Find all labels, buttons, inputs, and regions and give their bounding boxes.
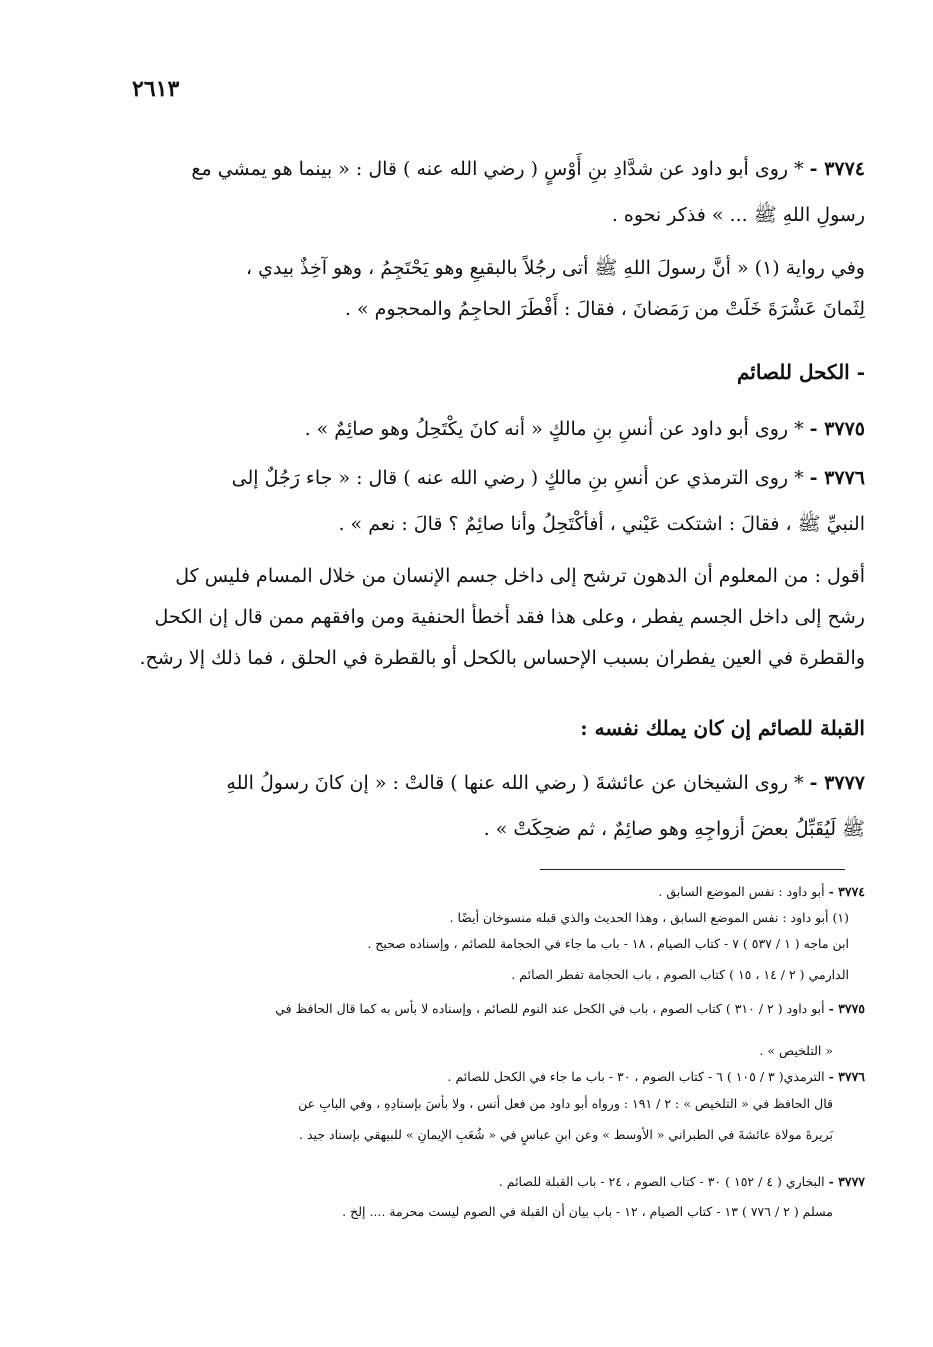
- footnote-darimi: الدارمي ( ٢ / ١٤ ، ١٥ ) كتاب الصوم ، باب الحجامة تفطر الصائم .: [511, 967, 849, 982]
- hadith-number: ٣٧٧٦ -: [809, 467, 865, 489]
- section-heading-kohl: - الكحل للصائم: [736, 360, 865, 384]
- page-number: ٢٦١٣: [132, 76, 180, 102]
- section-heading-kiss: القبلة للصائم إن كان يملك نفسه :: [580, 716, 865, 740]
- hadith-3775: [305, 418, 865, 440]
- hadith-3777-line-2: [484, 817, 865, 845]
- commentary-line-2: [155, 606, 866, 628]
- hadith-text: * روى أبو داود عن شدَّادِ بنِ أَوْسٍ ( رضي الله عنه ) قال : « بينما هو يمشي مع: [191, 158, 810, 180]
- hadith-text: النبيِّ ﷺ ، فقالَ : اشتكت عَيْني ، أفأكْتَحِلُ وأنا صائِمٌ ؟ قالَ : نعم » .: [338, 513, 865, 535]
- footnote-3775-line-1: ٣٧٧٥ - أبو داود ( ٢ / ٣١٠ ) كتاب الصوم ، باب في الكحل عند النوم للصائم ، وإسناده لا بأس به كما قال الحافظ في: [275, 1001, 865, 1016]
- hadith-text: لِثَمانَ عَشْرَةَ خَلَتْ من رَمَضانَ ، فقالَ : أَفْطَرَ الحاجِمُ والمحجوم » .: [344, 298, 865, 320]
- riwaya-line-1: [246, 256, 865, 284]
- footnote-3776-line-2: قال الحافظ في « التلخيص » : ٢ / ١٩١ : ورواه أبو داود من فعل أنس ، ولا بأسَ بإسنادِهِ ، وفي البابِ عن: [298, 1096, 833, 1111]
- hadith-number: ٣٧٧٤ -: [809, 158, 865, 180]
- hadith-3777-line-1: [226, 772, 865, 794]
- footnote-3776-line-1: ٣٧٧٦ - الترمذي( ٣ / ١٠٥ ) ٦ - كتاب الصوم ، ٣٠ - باب ما جاء في الكحل للصائم .: [447, 1069, 865, 1084]
- hadith-3776-line-2: [338, 512, 865, 540]
- commentary-text: أقول : من المعلوم أن الدهون ترشح إلى داخل جسم الإنسان من خلال المسام فليس كل: [175, 565, 865, 587]
- hadith-3774-line-1: [191, 158, 865, 180]
- footnote-3775-line-2: « التلخيص » .: [759, 1043, 833, 1058]
- hadith-text: * روى الترمذي عن أنسِ بنِ مالكٍ ( رضي الله عنه ) قال : « جاء رَجُلٌ إلى: [231, 467, 810, 489]
- footnote-1: (١) أبو داود : نفس الموضع السابق ، وهذا الحديث والذي قبله منسوخان أيضًا .: [449, 910, 849, 925]
- hadith-number: ٣٧٧٥ -: [809, 418, 865, 440]
- hadith-text: رسولِ اللهِ ﷺ ... » فذكر نحوه .: [611, 204, 865, 226]
- riwaya-line-2: [345, 298, 865, 320]
- commentary-text: رشح إلى داخل الجسم يفطر ، وعلى هذا فقد أخطأ الحنفية ومن وافقهم ممن قال إن الكحل: [154, 606, 865, 628]
- commentary-line-3: [139, 647, 865, 669]
- hadith-3774-line-2: [612, 203, 865, 231]
- footnote-3777-line-2: مسلم ( ٢ / ٧٧٦ ) ١٣ - كتاب الصيام ، ١٢ - باب بيان أن القبلة في الصوم ليست محرمة .... إلخ .: [342, 1204, 833, 1219]
- hadith-text: وفي رواية (١) « أنَّ رسولَ اللهِ ﷺ أتى رجُلاً بالبقيعِ وهو يَحْتَجِمُ ، وهو آخِذٌ بيدي ،: [245, 257, 865, 279]
- footnote-3776-line-3: بَريرةَ مولاة عائشةَ في الطبراني « الأوسط » وعن ابنِ عباسٍ في « شُعَبِ الإيمانِ » للبيهقي بإسناد جيد .: [299, 1127, 833, 1142]
- hadith-text: ﷺ لَيُقَبِّلُ بعضَ أزواجِهِ وهو صائِمٌ ، ثم ضحِكَتْ » .: [483, 818, 865, 840]
- commentary-text: والقطرة في العين يفطران بسبب الإحساس بالكحل أو بالقطرة في الحلق ، فما ذلك إلا رشح.: [139, 647, 865, 669]
- hadith-text: * روى أبو داود عن أنسِ بنِ مالكٍ « أنه كانَ يكْتَحِلُ وهو صائِمٌ » .: [304, 418, 810, 440]
- footnote-3777-line-1: ٣٧٧٧ - البخاري ( ٤ / ١٥٢ ) ٣٠ - كتاب الصوم ، ٢٤ - باب القبلة للصائم .: [498, 1174, 865, 1189]
- hadith-text: * روى الشيخان عن عائشةَ ( رضي الله عنها ) قالتْ : « إن كانَ رسولُ اللهِ: [226, 772, 810, 794]
- hadith-3776-line-1: [232, 467, 865, 489]
- hadith-number: ٣٧٧٧ -: [809, 772, 865, 794]
- footnote-3774: ٣٧٧٤ - أبو داود : نفس الموضع السابق .: [658, 884, 865, 899]
- commentary-line-1: [175, 565, 865, 587]
- footnote-ibn-majah: ابن ماجه ( ١ / ٥٣٧ ) ٧ - كتاب الصيام ، ١٨ - باب ما جاء في الحجامة للصائم ، وإسناده صحيح .: [367, 936, 849, 951]
- footnote-divider: [540, 869, 845, 870]
